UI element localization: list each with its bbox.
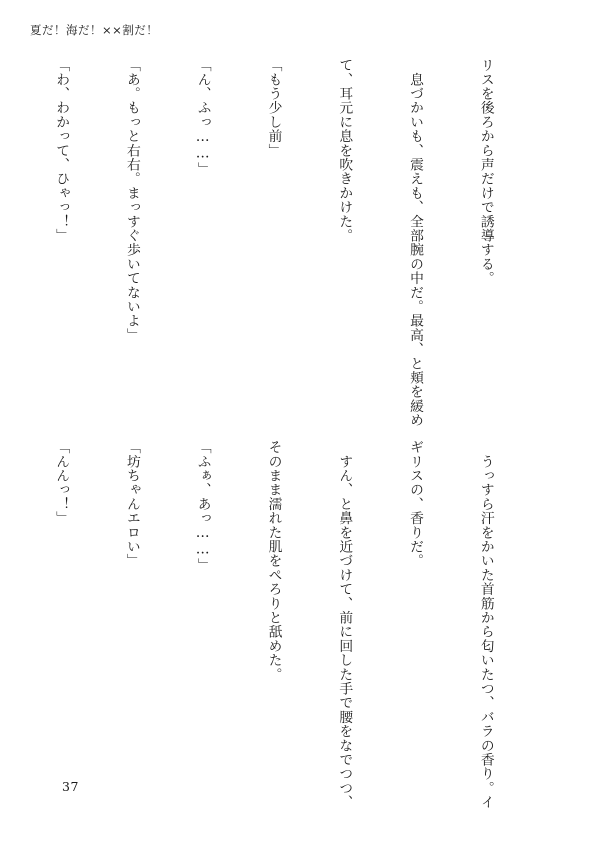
text-line: 「わ、わかって、ひゃっ！」 [53, 58, 70, 243]
text-line: 「ふぁ、あっ……」 [194, 440, 211, 573]
running-head: 夏だ！海だ！××割だ！ [30, 23, 159, 37]
text-line: て、耳元に息を吹きかけた。 [336, 58, 353, 243]
text-line: うっすら汗をかいた首筋から匂いたつ、バラの香り。イ [477, 440, 494, 810]
text-line: 「坊ちゃんエロい」 [123, 440, 140, 568]
text-line: 「もう少し前」 [265, 58, 282, 158]
text-line: 息づかいも、震えも、全部腕の中だ。最高、と頬を緩め [407, 58, 424, 428]
text-line: そのまま濡れた肌をぺろりと舐めた。 [265, 440, 282, 682]
text-line [0, 58, 1, 418]
text-line: リスを後ろから声だけで誘導する。 [477, 58, 494, 286]
text-line: ギリスの、香りだ。 [407, 440, 424, 568]
text-block-top [0, 58, 544, 428]
text-line [0, 440, 1, 780]
text-line: 「んんっ！」 [53, 440, 70, 526]
page-number: 37 [62, 779, 79, 794]
text-line: 「あ。もっと右右。まっすぐ歩いてないよ」 [123, 58, 140, 342]
text-line: 「ん、ふっ……」 [194, 58, 211, 176]
text-line: すん、と鼻を近づけて、前に回した手で腰をなでつつ、 [336, 440, 353, 810]
